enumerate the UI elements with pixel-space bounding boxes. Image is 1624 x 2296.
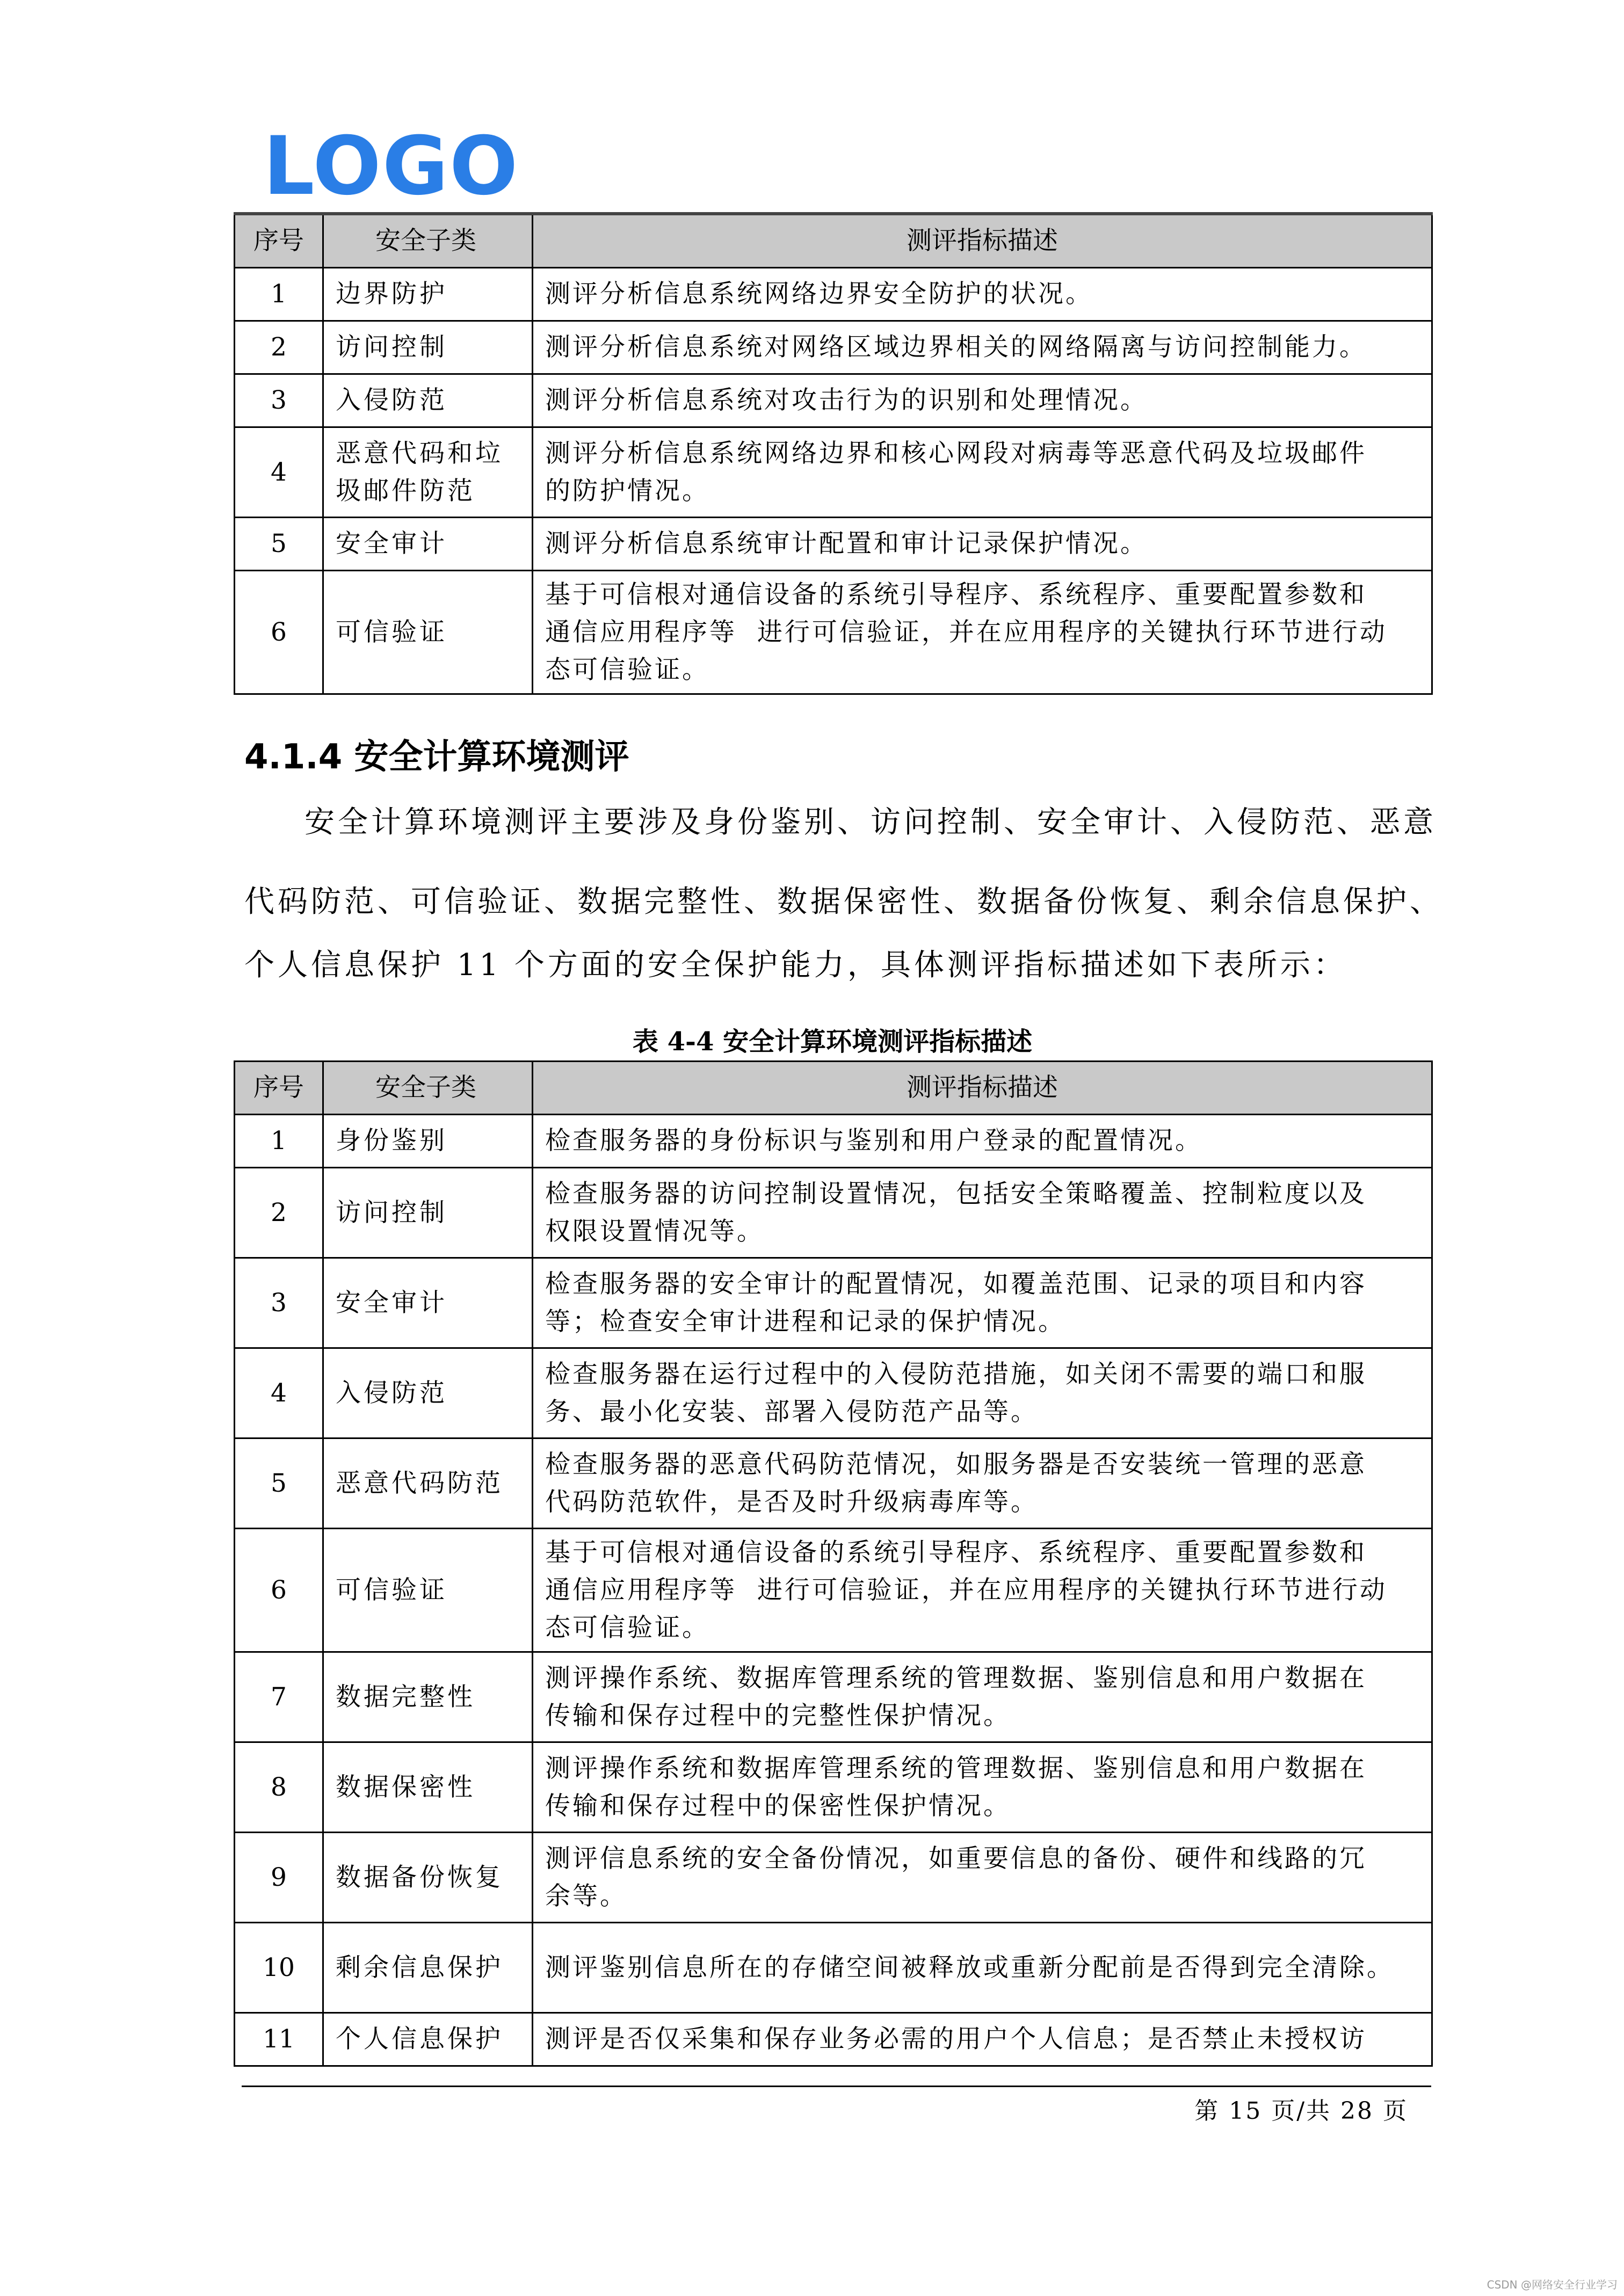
- table-row: [235, 518, 1432, 571]
- section-heading: 4.1.4 安全计算环境测评: [244, 737, 629, 777]
- header-no: 序号: [235, 214, 323, 268]
- row-subcategory: 访问控制: [323, 321, 533, 374]
- upper-table: [234, 212, 1433, 695]
- description-line: 测评操作系统和数据库管理系统的管理数据、鉴别信息和用户数据在: [545, 1753, 1367, 1783]
- description-line: 测评分析信息系统对攻击行为的识别和处理情况。: [545, 386, 1148, 415]
- row-description: [533, 1168, 1432, 1258]
- row-subcategory: 数据完整性: [323, 1652, 533, 1742]
- row-number: 5: [235, 518, 323, 571]
- description-line: 测评分析信息系统网络边界和核心网段对病毒等恶意代码及垃圾邮件: [545, 438, 1367, 468]
- description-line: 检查服务器的身份标识与鉴别和用户登录的配置情况。: [545, 1126, 1202, 1156]
- row-subcategory: 入侵防范: [323, 1348, 533, 1438]
- description-line: 通信应用程序等 进行可信验证，并在应用程序的关键执行环节进行动: [545, 1575, 1387, 1605]
- row-description: [533, 1438, 1432, 1529]
- row-number: 2: [235, 1168, 323, 1258]
- row-description: [533, 268, 1432, 321]
- description-line: 传输和保存过程中的完整性保护情况。: [545, 1701, 1011, 1731]
- description-line: 检查服务器的安全审计的配置情况，如覆盖范围、记录的项目和内容: [545, 1269, 1367, 1299]
- table-row: [235, 1529, 1432, 1652]
- paragraph-line: 代码防范、可信验证、数据完整性、数据保密性、数据备份恢复、剩余信息保护、: [244, 884, 1443, 919]
- row-description: [533, 321, 1432, 374]
- row-subcategory: 可信验证: [323, 1529, 533, 1652]
- description-line: 态可信验证。: [545, 1612, 709, 1643]
- table-row: [235, 1168, 1432, 1258]
- description-line: 测评信息系统的安全备份情况，如重要信息的备份、硬件和线路的冗: [545, 1843, 1367, 1873]
- description-line: 测评分析信息系统网络边界安全防护的状况。: [545, 279, 1093, 309]
- row-description: [533, 1833, 1432, 1923]
- table-header-row: [235, 214, 1432, 268]
- header-description: 测评指标描述: [533, 1062, 1432, 1115]
- description-line: 基于可信根对通信设备的系统引导程序、系统程序、重要配置参数和: [545, 1537, 1367, 1567]
- row-number: 1: [235, 1115, 323, 1168]
- row-description: [533, 1652, 1432, 1742]
- row-description: [533, 1258, 1432, 1348]
- table-row: [235, 268, 1432, 321]
- row-description: [533, 1115, 1432, 1168]
- row-subcategory: 数据备份恢复: [323, 1833, 533, 1923]
- paragraph-line: 安全计算环境测评主要涉及身份鉴别、访问控制、安全审计、入侵防范、恶意: [305, 805, 1437, 840]
- table-row: [235, 1348, 1432, 1438]
- row-description: [533, 518, 1432, 571]
- table-row: [235, 321, 1432, 374]
- row-number: 10: [235, 1923, 323, 2013]
- table-row: [235, 1115, 1432, 1168]
- table-row: [235, 374, 1432, 427]
- row-subcategory: 个人信息保护: [323, 2013, 533, 2066]
- row-number: 5: [235, 1438, 323, 1529]
- row-subcategory: 安全审计: [323, 518, 533, 571]
- header-description: 测评指标描述: [533, 214, 1432, 268]
- row-number: 4: [235, 427, 323, 518]
- row-subcategory: 身份鉴别: [323, 1115, 533, 1168]
- description-line: 权限设置情况等。: [545, 1216, 764, 1246]
- row-subcategory: 安全审计: [323, 1258, 533, 1348]
- description-line: 测评分析信息系统审计配置和审计记录保护情况。: [545, 529, 1148, 558]
- description-line: 通信应用程序等 进行可信验证，并在应用程序的关键执行环节进行动: [545, 617, 1387, 647]
- table-row: [235, 1742, 1432, 1833]
- header-subcategory: 安全子类: [323, 1062, 533, 1115]
- table-caption: 表 4-4 安全计算环境测评指标描述: [632, 1027, 1033, 1057]
- row-subcategory: 恶意代码防范: [323, 1438, 533, 1529]
- row-number: 4: [235, 1348, 323, 1438]
- lower-table: [234, 1060, 1433, 2067]
- header-no: 序号: [235, 1062, 323, 1115]
- row-number: 6: [235, 1529, 323, 1652]
- table-row: [235, 2013, 1432, 2066]
- row-subcategory: 边界防护: [323, 268, 533, 321]
- description-line: 检查服务器在运行过程中的入侵防范措施，如关闭不需要的端口和服: [545, 1359, 1367, 1389]
- description-line: 检查服务器的恶意代码防范情况，如服务器是否安装统一管理的恶意: [545, 1449, 1367, 1479]
- table-row: [235, 1923, 1432, 2013]
- description-line: 测评是否仅采集和保存业务必需的用户个人信息；是否禁止未授权访: [545, 2024, 1367, 2054]
- table-row: [235, 1438, 1432, 1529]
- row-number: 9: [235, 1833, 323, 1923]
- row-subcategory: 可信验证: [323, 571, 533, 694]
- description-line: 测评分析信息系统对网络区域边界相关的网络隔离与访问控制能力。: [545, 332, 1367, 362]
- description-line: 检查服务器的访问控制设置情况，包括安全策略覆盖、控制粒度以及: [545, 1179, 1367, 1209]
- row-subcategory: [323, 427, 533, 518]
- header-subcategory: 安全子类: [323, 214, 533, 268]
- watermark: CSDN @网络安全行业学习: [1487, 2278, 1618, 2291]
- table-row: [235, 1258, 1432, 1348]
- row-description: [533, 1923, 1432, 2013]
- subcategory-line: 圾邮件防范: [336, 476, 475, 506]
- row-description: [533, 571, 1432, 694]
- row-description: [533, 1742, 1432, 1833]
- subcategory-line: 恶意代码和垃: [336, 438, 503, 468]
- row-subcategory: 访问控制: [323, 1168, 533, 1258]
- table-row: [235, 571, 1432, 694]
- footer-rule: [242, 2086, 1431, 2087]
- description-line: 测评鉴别信息所在的存储空间被释放或重新分配前是否得到完全清除。: [545, 1952, 1394, 1982]
- row-number: 8: [235, 1742, 323, 1833]
- description-line: 务、最小化安装、部署入侵防范产品等。: [545, 1397, 1038, 1427]
- page-number: 第 15 页/共 28 页: [1194, 2097, 1408, 2125]
- table-row: [235, 1833, 1432, 1923]
- row-description: [533, 374, 1432, 427]
- description-line: 余等。: [545, 1881, 627, 1911]
- row-number: 11: [235, 2013, 323, 2066]
- description-line: 态可信验证。: [545, 655, 709, 685]
- table-row: [235, 427, 1432, 518]
- table-header-row: [235, 1062, 1432, 1115]
- row-description: [533, 2013, 1432, 2066]
- row-description: [533, 1348, 1432, 1438]
- row-number: 3: [235, 374, 323, 427]
- table-row: [235, 1652, 1432, 1742]
- row-number: 1: [235, 268, 323, 321]
- description-line: 传输和保存过程中的保密性保护情况。: [545, 1791, 1011, 1821]
- description-line: 测评操作系统、数据库管理系统的管理数据、鉴别信息和用户数据在: [545, 1663, 1367, 1693]
- description-line: 代码防范软件，是否及时升级病毒库等。: [545, 1487, 1038, 1517]
- description-line: 基于可信根对通信设备的系统引导程序、系统程序、重要配置参数和: [545, 579, 1367, 609]
- row-number: 6: [235, 571, 323, 694]
- row-description: [533, 1529, 1432, 1652]
- row-subcategory: 入侵防范: [323, 374, 533, 427]
- paragraph-line: 个人信息保护 11 个方面的安全保护能力，具体测评指标描述如下表所示：: [244, 948, 1347, 983]
- row-number: 3: [235, 1258, 323, 1348]
- row-number: 7: [235, 1652, 323, 1742]
- description-line: 等；检查安全审计进程和记录的保护情况。: [545, 1306, 1065, 1336]
- description-line: 的防护情况。: [545, 476, 709, 506]
- row-subcategory: 剩余信息保护: [323, 1923, 533, 2013]
- row-subcategory: 数据保密性: [323, 1742, 533, 1833]
- row-number: 2: [235, 321, 323, 374]
- row-description: [533, 427, 1432, 518]
- logo: LOGO: [263, 120, 519, 213]
